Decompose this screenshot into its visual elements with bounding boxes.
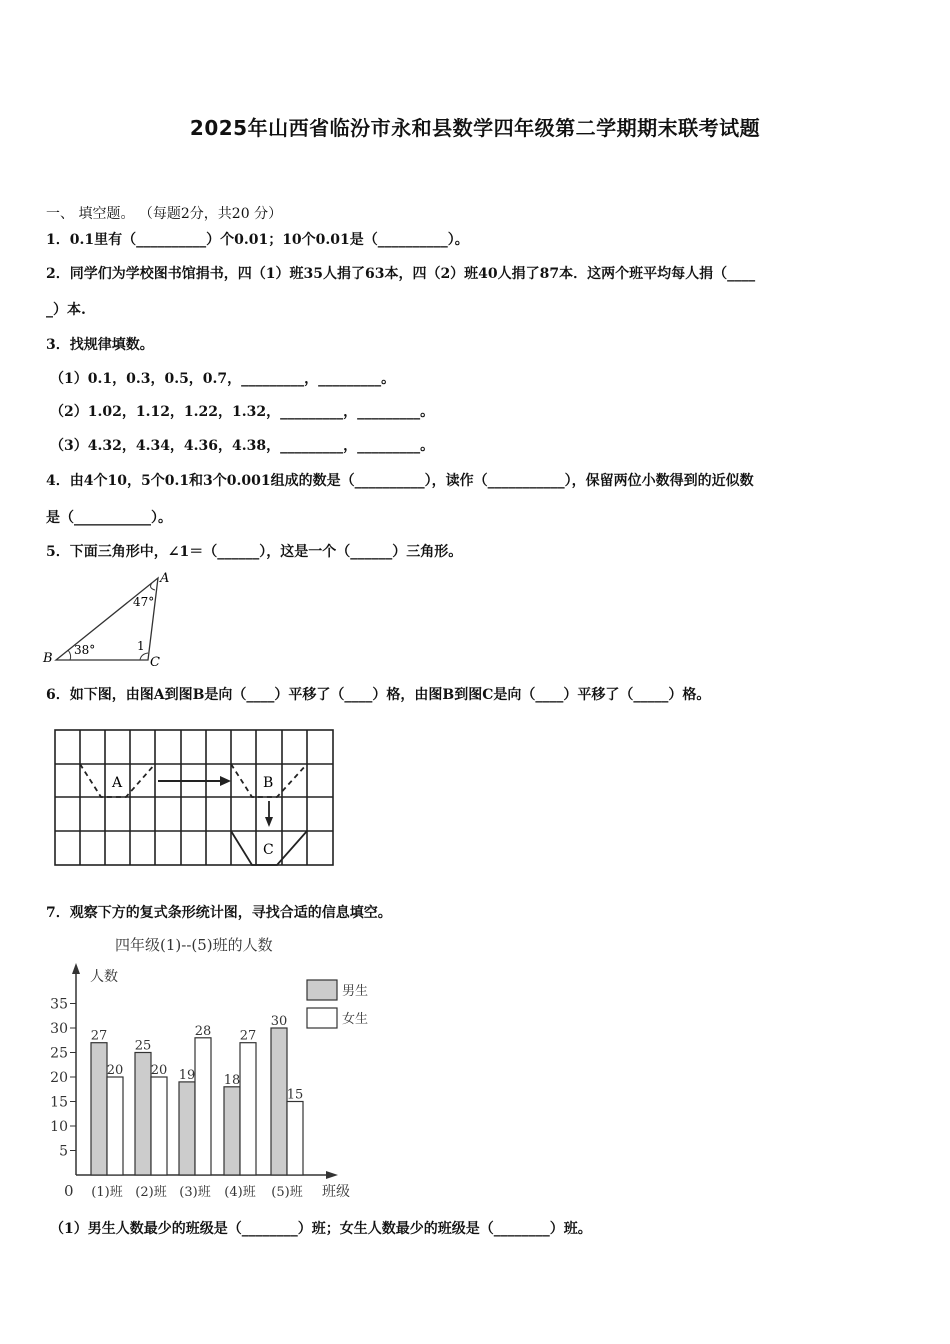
legend-label: 男生 (342, 984, 369, 999)
bar (91, 1043, 107, 1175)
question-1: 1．0.1里有（__________）个0.01；10个0.01是（__________）。 (46, 232, 469, 248)
chart-title: 四年级(1)--(5)班的人数 (115, 936, 273, 954)
question-2-line2: _）本. (46, 302, 86, 318)
grouped-bar-chart (40, 928, 380, 1206)
vertex-b-label: B (43, 651, 53, 666)
bar (271, 1028, 287, 1175)
question-3-stem: 3．找规律填数。 (46, 337, 154, 353)
bar (151, 1077, 167, 1175)
triangle-figure (40, 568, 180, 672)
legend-label: 女生 (342, 1012, 369, 1027)
angle-b-label: 38° (74, 643, 96, 657)
bar-value-label: 30 (270, 1014, 288, 1029)
page-title: 2025年山西省临汾市永和县数学四年级第二学期期末联考试题 (189, 116, 761, 140)
bar (287, 1102, 303, 1176)
y-tick-label: 15 (50, 1094, 68, 1111)
y-axis-label: 人数 (90, 969, 118, 985)
x-category-label: (2)班 (135, 1185, 167, 1200)
bar-value-label: 20 (150, 1063, 168, 1078)
x-category-label: (5)班 (271, 1185, 303, 1200)
shape-b-label: B (263, 775, 274, 791)
question-3-item-3: （3）4.32，4.34，4.36，4.38，_________，_________。 (50, 438, 435, 454)
question-3-item-2: （2）1.02，1.12，1.22，1.32，_________，_________。 (50, 404, 435, 420)
question-4-line2: 是（___________）。 (46, 510, 172, 526)
legend-swatch (307, 1008, 337, 1028)
legend-swatch (307, 980, 337, 1000)
bar (107, 1077, 123, 1175)
y-tick-label: 25 (50, 1045, 68, 1062)
shape-c-label: C (263, 842, 274, 858)
x-category-label: (3)班 (179, 1185, 211, 1200)
y-tick-label: 30 (50, 1021, 68, 1037)
question-7: 7．观察下方的复式条形统计图，寻找合适的信息填空。 (46, 905, 392, 921)
bar-value-label: 19 (178, 1067, 196, 1083)
question-2-line1: 2．同学们为学校图书馆捐书，四（1）班35人捐了63本，四（2）班40人捐了87本．这两个班平均每人捐（____ (46, 266, 756, 282)
x-category-label: (1)班 (91, 1185, 123, 1200)
vertex-c-label: C (150, 655, 160, 670)
question-6: 6．如下图，由图A到图B是向（____）平移了（____）格，由图B到图C是向（____）平移了（_____）格。 (46, 687, 711, 703)
y-tick-label: 35 (50, 996, 68, 1013)
x-category-label: (4)班 (224, 1185, 256, 1200)
bar-value-label: 27 (90, 1028, 108, 1044)
bar-value-label: 28 (194, 1023, 212, 1039)
vertex-a-label: A (160, 571, 170, 586)
bar (195, 1038, 211, 1175)
bar-value-label: 18 (223, 1072, 241, 1088)
question-3-item-1: （1）0.1，0.3，0.5，0.7，_________，_________。 (50, 371, 396, 387)
bar-value-label: 20 (106, 1063, 124, 1078)
angle-c-label: 1 (137, 639, 145, 653)
angle-a-label: 47° (133, 595, 155, 609)
bar (224, 1087, 240, 1175)
translation-grid-figure (54, 729, 336, 867)
question-4-line1: 4．由4个10，5个0.1和3个0.001组成的数是（__________），读作（___________），保留两位小数得到的近似数 (46, 473, 754, 489)
question-5: 5．下面三角形中，∠1＝（______），这是一个（______）三角形。 (46, 544, 463, 560)
question-7-sub-1: （1）男生人数最少的班级是（________）班；女生人数最少的班级是（________）班。 (50, 1221, 592, 1237)
bar (240, 1043, 256, 1175)
bar-value-label: 25 (134, 1038, 152, 1054)
x-axis-label: 班级 (322, 1184, 350, 1200)
y-tick-label: 20 (50, 1070, 68, 1086)
bar (135, 1053, 151, 1176)
y-tick-label: 5 (59, 1143, 68, 1160)
y-tick-label: 10 (50, 1119, 68, 1135)
section-heading: 一、 填空题。 （每题2分，共20 分） (46, 206, 283, 222)
bar-value-label: 27 (239, 1028, 257, 1044)
origin-label: 0 (64, 1182, 74, 1200)
bar-value-label: 15 (286, 1087, 304, 1103)
shape-a-label: A (112, 775, 123, 791)
bar (179, 1082, 195, 1175)
